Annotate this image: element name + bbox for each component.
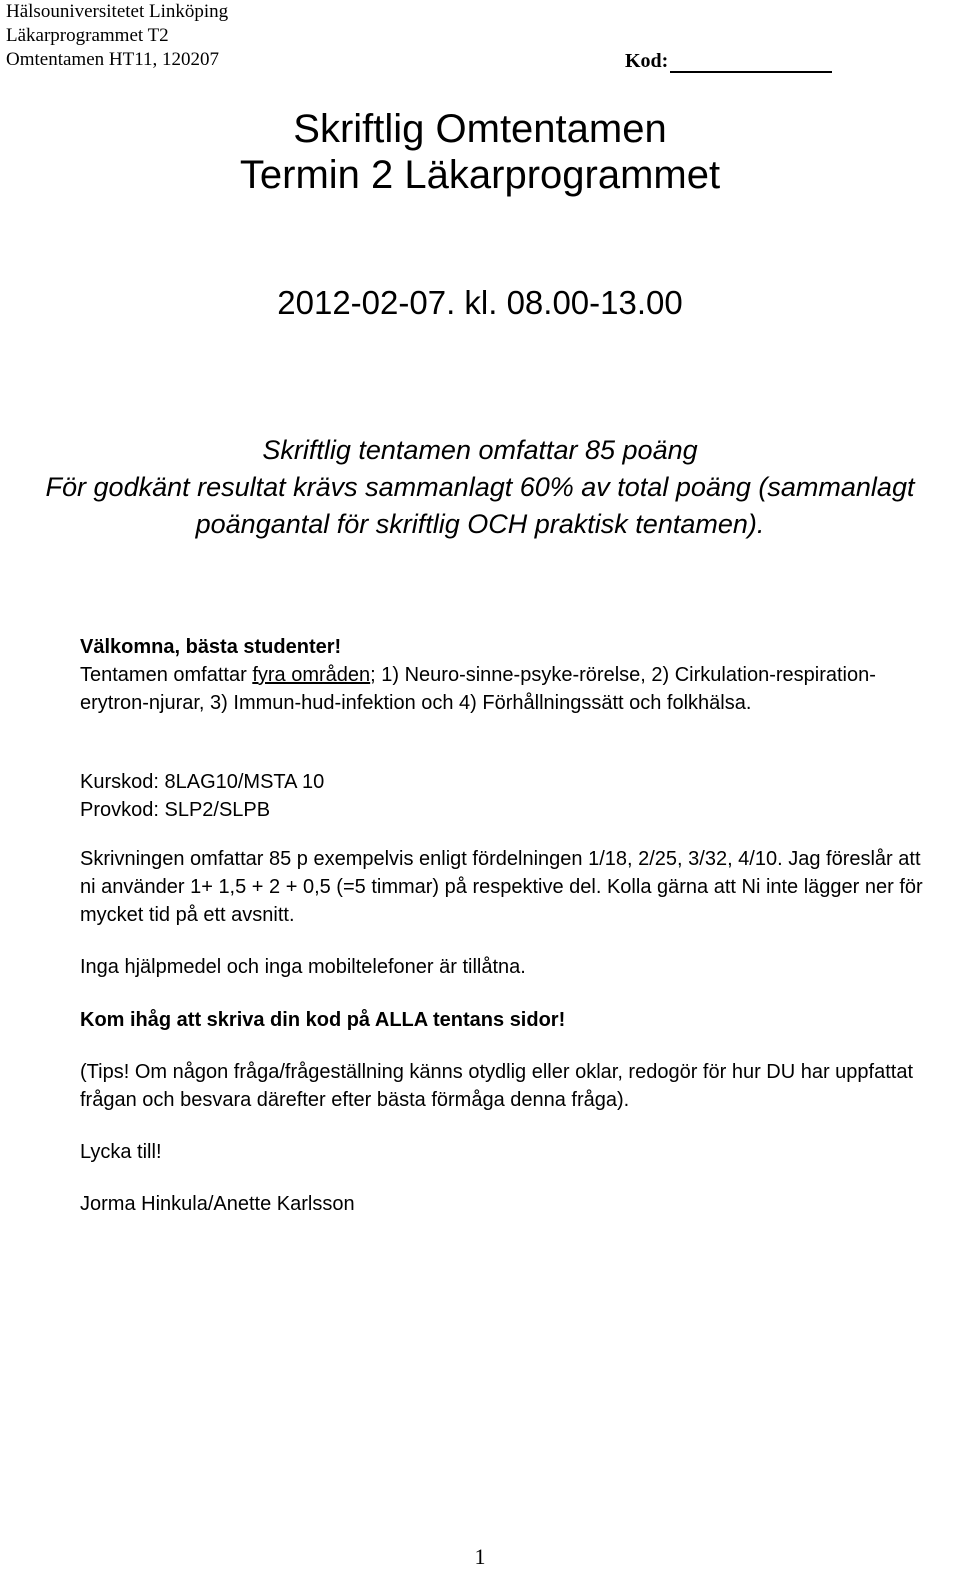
areas-underlined: fyra områden bbox=[252, 664, 371, 686]
page-title-line2: Termin 2 Läkarprogrammet bbox=[239, 153, 721, 197]
scoring-line3: poängantal för skriftlig OCH praktisk tentamen). bbox=[195, 509, 765, 539]
page-number: 1 bbox=[474, 1544, 486, 1569]
exam-name: Omtentamen HT11, 120207 bbox=[6, 49, 220, 70]
good-luck-text: Lycka till! bbox=[80, 1141, 162, 1163]
course-codes bbox=[80, 768, 940, 824]
areas-text bbox=[80, 661, 940, 717]
page-title-line1: Skriftlig Omtentamen bbox=[293, 107, 667, 151]
course-code: Kurskod: 8LAG10/MSTA 10 bbox=[80, 771, 325, 793]
tips-text: (Tips! Om någon fråga/frågeställning känns otydlig eller oklar, redogör för hur DU har uppfattat frågan och besvara därefter efter bästa förmåga denna fråga). bbox=[80, 1061, 914, 1111]
program-name: Läkarprogrammet T2 bbox=[6, 25, 169, 46]
areas-prefix: Tentamen omfattar bbox=[80, 664, 253, 686]
reminder-text: Kom ihåg att skriva din kod på ALLA tentans sidor! bbox=[80, 1009, 566, 1031]
distribution-text: Skrivningen omfattar 85 p exempelvis enligt fördelningen 1/18, 2/25, 3/32, 4/10. Jag föreslår att ni använder 1+ 1,5 + 2 + 0,5 (=5 timmar) på respektive del. Kolla gärna att Ni inte lägger ner för mycket tid på ett avsnitt. bbox=[80, 848, 923, 926]
welcome-text: Välkomna, bästa studenter! bbox=[80, 636, 342, 658]
exam-datetime: 2012-02-07. kl. 08.00-13.00 bbox=[277, 284, 683, 321]
code-field bbox=[625, 50, 832, 73]
signature-text: Jorma Hinkula/Anette Karlsson bbox=[80, 1193, 355, 1215]
document-header bbox=[6, 0, 228, 72]
aids-text: Inga hjälpmedel och inga mobiltelefoner är tillåtna. bbox=[80, 956, 526, 978]
code-label: Kod: bbox=[625, 50, 669, 72]
code-blank-line bbox=[670, 51, 832, 73]
scoring-info bbox=[0, 432, 960, 543]
scoring-line1: Skriftlig tentamen omfattar 85 poäng bbox=[262, 435, 698, 465]
areas-suffix: ; 1) Neuro-sinne-psyke-rörelse, 2) Cirkulation-respiration-erytron-njurar, 3) Immun-hud-infektion och 4) Förhållningssätt och folkhälsa. bbox=[80, 664, 876, 714]
test-code: Provkod: SLP2/SLPB bbox=[80, 799, 271, 821]
scoring-line2: För godkänt resultat krävs sammanlagt 60% av total poäng (sammanlagt bbox=[45, 472, 915, 502]
institution-name: Hälsouniversitetet Linköping bbox=[6, 1, 229, 22]
